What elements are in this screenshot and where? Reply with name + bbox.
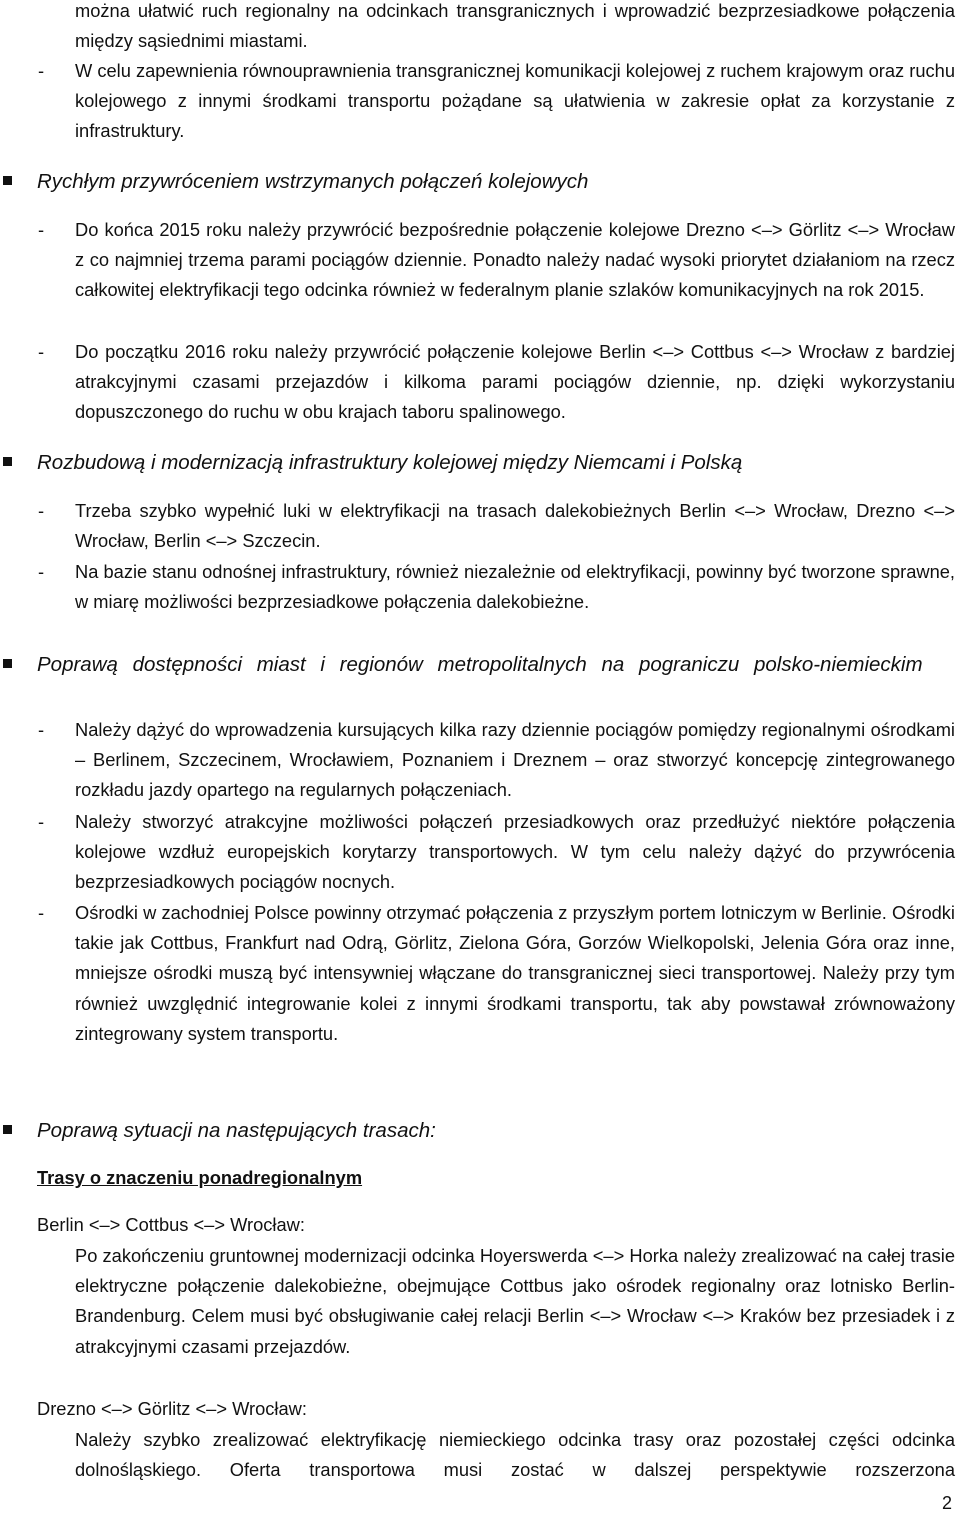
section-heading: Rozbudową i modernizacją infrastruktury kolejowej między Niemcami i Polską: [37, 451, 743, 474]
square-bullet-icon: [3, 1125, 12, 1134]
square-bullet-icon: [3, 457, 12, 466]
page-number: 2: [941, 1493, 952, 1513]
list-item: [38, 215, 955, 306]
item-text: Należy dążyć do wprowadzenia kursujących kilka razy dziennie pociągów pomiędzy regionalnymi ośrodkami – Berlinem, Szczecinem, Wrocławiem, Poznaniem i Dreznem – oraz stworzyć koncepcję zintegrowanego rozkładu jazdy opartego na regularnych połączeniach.: [75, 719, 955, 801]
item-text: Do końca 2015 roku należy przywrócić bezpośrednie połączenie kolejowe Drezno <–> Görlitz <–> Wrocław z co najmniej trzema parami pociągów dziennie. Ponadto należy nadać wysoki priorytet działaniom na rzecz całkowitej elektryfikacji tego odcinka również w federalnym planie szlaków komunikacyjnych na rok 2015.: [75, 219, 955, 301]
routes-subheading: Trasy o znaczeniu ponadregionalnym: [37, 1167, 363, 1188]
list-item: [38, 496, 955, 556]
list-item: [38, 807, 955, 898]
list-item: [38, 557, 955, 617]
dash-marker: -: [38, 811, 45, 832]
dash-marker: -: [38, 341, 45, 362]
dash-marker: -: [38, 500, 45, 521]
route-title: Drezno <–> Görlitz <–> Wrocław:: [37, 1398, 307, 1419]
route-description: Należy szybko zrealizować elektryfikację niemieckiego odcinka trasy oraz pozostałej części odcinka dolnośląskiego. Oferta transportowa musi zostać w dalszej perspektywie rozszerzona: [75, 1429, 955, 1481]
list-item: [38, 715, 955, 806]
list-item: [38, 898, 955, 1049]
dash-marker: -: [38, 902, 45, 923]
route-title: Berlin <–> Cottbus <–> Wrocław:: [37, 1214, 305, 1235]
item-text: Trzeba szybko wypełnić luki w elektryfikacji na trasach dalekobieżnych Berlin <–> Wrocław, Drezno <–> Wrocław, Berlin <–> Szczecin.: [75, 500, 955, 552]
dash-marker: -: [38, 719, 45, 740]
square-bullet-icon: [3, 659, 12, 668]
route-description: Po zakończeniu gruntownej modernizacji odcinka Hoyerswerda <–> Horka należy zrealizować na całej trasie elektryczne połączenie dalekobieżne, obejmujące Cottbus jako ośrodek regionalny oraz lotnisko Berlin-Brandenburg. Celem musi być obsługiwanie całej relacji Berlin <–> Wrocław <–> Kraków bez przesiadek i z atrakcyjnymi czasami przejazdów.: [75, 1245, 955, 1357]
item-text: W celu zapewnienia równouprawnienia transgranicznej komunikacji kolejowej z ruchem krajowym oraz ruchu kolejowego z innymi środkami transportu pożądane są ułatwienia w zakresie opłat za korzystanie z infrastruktury.: [75, 60, 955, 142]
list-item: [38, 337, 955, 428]
intro-list-item: [38, 56, 955, 147]
dash-marker: -: [38, 60, 45, 81]
section-heading: Poprawą sytuacji na następujących trasach:: [37, 1119, 436, 1142]
item-text: Na bazie stanu odnośnej infrastruktury, również niezależnie od elektryfikacji, powinny być tworzone sprawne, w miarę możliwości bezprzesiadkowe połączenia dalekobieżne.: [75, 561, 955, 613]
dash-marker: -: [38, 219, 45, 240]
section-heading: Rychłym przywróceniem wstrzymanych połączeń kolejowych: [37, 170, 589, 193]
section-heading: Poprawą dostępności miast i regionów metropolitalnych na pograniczu polsko-niemieckim: [37, 653, 923, 676]
square-bullet-icon: [3, 176, 12, 185]
intro-continuation: można ułatwić ruch regionalny na odcinkach transgranicznych i wprowadzić bezprzesiadkowe połączenia między sąsiednimi miastami.: [75, 0, 955, 52]
item-text: Ośrodki w zachodniej Polsce powinny otrzymać połączenia z przyszłym portem lotniczym w Berlinie. Ośrodki takie jak Cottbus, Frankfurt nad Odrą, Görlitz, Zielona Góra, Gorzów Wielkopolski, Jelenia Góra oraz inne, mniejsze ośrodki muszą być intensywniej włączane do transgranicznej sieci transportowej. Należy przy tym również uwzględnić integrowanie kolei z innymi środkami transportu, tak aby powstawał zrównoważony zintegrowany system transportu.: [75, 902, 955, 1044]
dash-marker: -: [38, 561, 45, 582]
item-text: Do początku 2016 roku należy przywrócić połączenie kolejowe Berlin <–> Cottbus <–> Wrocław z bardziej atrakcyjnymi czasami przejazdów i kilkoma parami pociągów dziennie, np. dzięki wykorzystaniu dopuszczonego do ruchu w obu krajach taboru spalinowego.: [75, 341, 955, 423]
item-text: Należy stworzyć atrakcyjne możliwości połączeń przesiadkowych oraz przedłużyć niektóre połączenia kolejowe wzdłuż europejskich korytarzy transportowych. W tym celu należy dążyć do przywrócenia bezprzesiadkowych pociągów nocnych.: [75, 811, 955, 893]
